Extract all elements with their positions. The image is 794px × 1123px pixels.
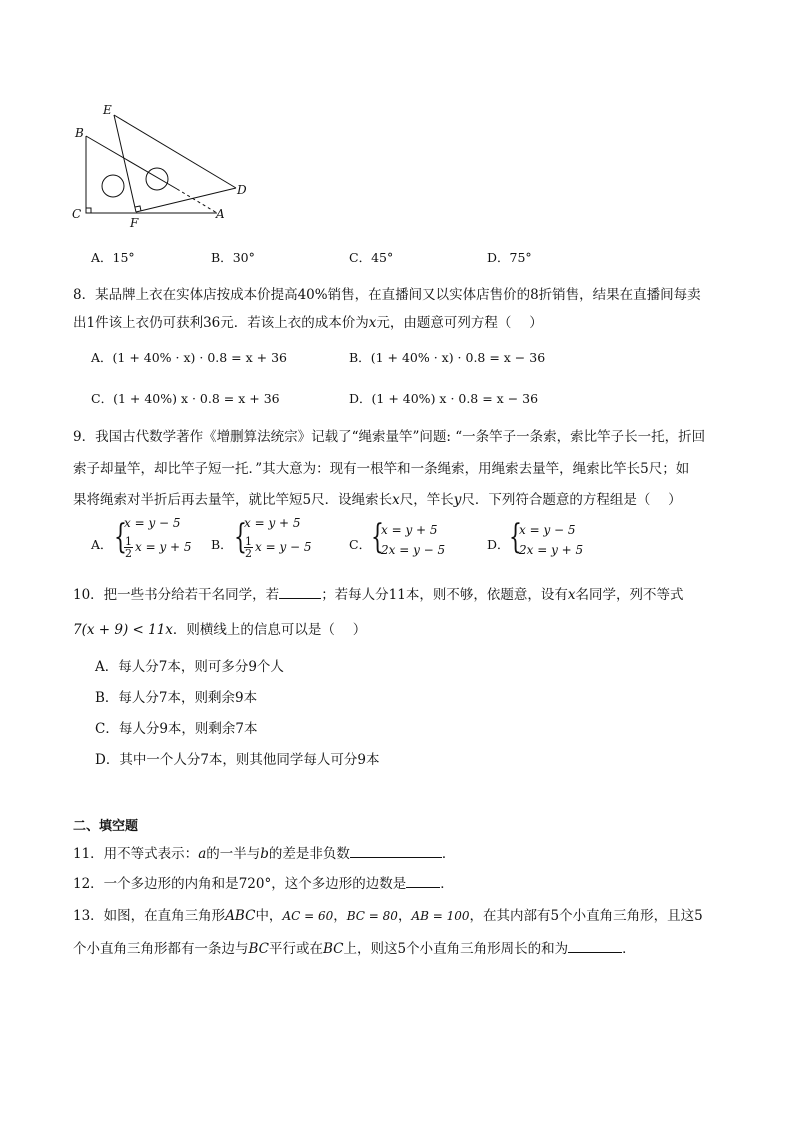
q7-option-key: C． bbox=[349, 250, 372, 265]
q10-option-text: 每人分7本，则可多分9个人 bbox=[118, 659, 284, 675]
q9-option-key: A． bbox=[91, 537, 113, 552]
q13-line2-a: 个小直角三角形都有一条边与 bbox=[73, 941, 249, 957]
q10-line2 bbox=[73, 618, 366, 638]
q11-a: 11．用不等式表示： bbox=[73, 846, 199, 862]
q8-line2-a: 出1件该上衣仍可获利36元．若该上衣的成本价为 bbox=[73, 315, 369, 331]
q9-line2: 索子却量竿，却比竿子短一托．”其大意为：现有一根竿和一条绳索，用绳索去量竿，绳索比竿长5尺；如 bbox=[73, 461, 690, 477]
q9-line3 bbox=[73, 488, 682, 508]
q13-bc: BC = 80 bbox=[346, 909, 398, 923]
q9-eq2-text: x = y + 5 bbox=[135, 540, 192, 554]
q8-option-key: A． bbox=[91, 350, 113, 365]
q9-eq2-text: x = y − 5 bbox=[255, 540, 312, 554]
q10-line1-a: 10．把一些书分给若干名同学，若 bbox=[73, 587, 280, 603]
q9-eq1: x = y − 5 bbox=[519, 523, 576, 537]
q10-var-x: x bbox=[567, 587, 576, 603]
q10-option-text: 其中一个人分7本，则其他同学每人可分9本 bbox=[119, 752, 380, 768]
label-D: D bbox=[237, 183, 247, 197]
label-C: C bbox=[72, 207, 82, 221]
q8-option-b bbox=[349, 348, 545, 366]
q8-option-text: (1 + 40%) x · 0.8 = x − 36 bbox=[371, 391, 539, 406]
q9-var-y: y bbox=[453, 492, 462, 508]
q9-line3-c: 尺．下列符合题意的方程组是（ ） bbox=[461, 492, 682, 508]
label-B: B bbox=[75, 126, 84, 140]
q7-option-key: A． bbox=[91, 250, 113, 265]
q8-option-text: (1 + 40%) x · 0.8 = x + 36 bbox=[113, 391, 280, 406]
q8-option-d bbox=[349, 389, 538, 407]
q9-eq2 bbox=[244, 536, 312, 559]
q10-option-key: B． bbox=[95, 690, 119, 706]
section-title: 二、填空题 bbox=[73, 819, 139, 834]
q11-c: 的差是非负数 bbox=[268, 846, 350, 862]
q12-b: ，这个多边形的边数是 bbox=[271, 876, 407, 892]
q10-option-b bbox=[95, 686, 257, 706]
q8-option-key: B． bbox=[349, 350, 371, 365]
frac-num: 1 bbox=[245, 535, 252, 548]
q10-line2-b: ．则横线上的信息可以是（ ） bbox=[172, 622, 367, 638]
q9-line1: 9．我国古代数学著作《增删算法统宗》记载了“绳索量竿”问题: “一条竿子一条索，索比竿子长一托，折回 bbox=[73, 429, 706, 445]
brace-icon: { bbox=[114, 517, 127, 557]
q9-eq1: x = y + 5 bbox=[244, 516, 301, 530]
q11-b: 的一半与 bbox=[206, 846, 261, 862]
brace-icon: { bbox=[234, 517, 247, 557]
q13-line1-c: ，在其内部有5个小直角三角形，且这5 bbox=[469, 908, 703, 924]
q9-option-key: C． bbox=[349, 537, 372, 552]
q13-end: ． bbox=[622, 941, 636, 957]
q10-line1 bbox=[73, 583, 684, 603]
q9-eq1: x = y + 5 bbox=[381, 523, 438, 537]
q7-option-key: B． bbox=[211, 250, 233, 265]
q8-option-a bbox=[91, 348, 287, 366]
q10-option-key: C． bbox=[95, 721, 119, 737]
q10-line1-b: ；若每人分11本，则不够，依题意，设有 bbox=[321, 587, 568, 603]
q7-option-value: 45° bbox=[371, 250, 394, 265]
q9-eq2: 2x = y − 5 bbox=[381, 543, 446, 557]
q8-option-c bbox=[91, 389, 280, 407]
q13-line1-a: 13．如图，在直角三角形 bbox=[73, 908, 226, 924]
q13-ab: AB = 100 bbox=[411, 909, 470, 923]
q10-option-key: D． bbox=[95, 752, 120, 768]
q9-option-key: B． bbox=[211, 537, 233, 552]
q10-option-c bbox=[95, 717, 258, 737]
q13-line2 bbox=[73, 937, 636, 957]
q11-var-b: b bbox=[260, 846, 269, 862]
q10-inequality: 7(x + 9) < 11x bbox=[73, 622, 173, 638]
q9-eq1: x = y − 5 bbox=[124, 516, 181, 530]
q10-option-key: A． bbox=[95, 659, 119, 675]
q10-answer-blank[interactable] bbox=[279, 584, 321, 599]
q12-a: 12．一个多边形的内角和是 bbox=[73, 876, 239, 892]
q8-line2-b: 元，由题意可列方程（ ） bbox=[376, 315, 543, 331]
q9-eq2: 2x = y + 5 bbox=[519, 543, 584, 557]
frac-num: 1 bbox=[125, 535, 132, 548]
q10-option-text: 每人分9本，则剩余7本 bbox=[118, 721, 258, 737]
q10-option-d bbox=[95, 748, 380, 768]
q8-option-key: D． bbox=[349, 391, 372, 406]
q10-option-a bbox=[95, 655, 284, 675]
q11 bbox=[73, 842, 455, 862]
frac-den: 2 bbox=[125, 547, 132, 560]
q13-answer-blank[interactable] bbox=[568, 938, 622, 953]
q13-bc-ref: BC bbox=[323, 941, 344, 957]
q9-line3-a: 果将绳索对半折后再去量竿，就比竿短5尺．设绳索长 bbox=[73, 492, 393, 508]
label-E: E bbox=[103, 103, 112, 117]
q7-option-value: 15° bbox=[112, 250, 135, 265]
q9-option-key: D． bbox=[487, 537, 510, 552]
q13-bc-ref: BC bbox=[248, 941, 270, 957]
label-F: F bbox=[130, 216, 139, 230]
q8-option-text: (1 + 40% · x) · 0.8 = x − 36 bbox=[370, 350, 546, 365]
q10-option-text: 每人分7本，则剩余9本 bbox=[118, 690, 258, 706]
q12-degree: 720° bbox=[238, 876, 272, 892]
q8-var-x: x bbox=[368, 315, 377, 331]
q7-option-key: D． bbox=[487, 250, 510, 265]
q9-eq2 bbox=[124, 536, 192, 559]
q12-end: ． bbox=[440, 876, 454, 892]
q13-ac: AC = 60 bbox=[282, 909, 334, 923]
q12 bbox=[73, 872, 454, 892]
q9-line3-b: 尺，竿长 bbox=[399, 492, 454, 508]
q8-line1: 8．某品牌上衣在实体店按成本价提高40%销售，在直播间又以实体店售价的8折销售，结果在直播间每卖 bbox=[73, 287, 701, 303]
label-A: A bbox=[216, 207, 225, 221]
q11-var-a: a bbox=[198, 846, 207, 862]
geometry-figure bbox=[70, 100, 260, 235]
q7-options bbox=[0, 248, 794, 266]
q8-line2 bbox=[73, 311, 543, 331]
q7-option-value: 75° bbox=[509, 250, 532, 265]
brace-icon: { bbox=[371, 517, 384, 557]
q13-triangle-abc: ABC bbox=[225, 908, 256, 924]
brace-icon: { bbox=[509, 517, 522, 557]
q8-option-text: (1 + 40% · x) · 0.8 = x + 36 bbox=[112, 350, 288, 365]
q13-line2-b: 平行或在 bbox=[269, 941, 324, 957]
q12-answer-blank[interactable] bbox=[406, 873, 440, 888]
q13-line1-b: 中， bbox=[255, 908, 283, 924]
q11-answer-blank[interactable] bbox=[350, 843, 442, 858]
q8-option-key: C． bbox=[91, 391, 114, 406]
q10-line1-c: 名同学，列不等式 bbox=[575, 587, 684, 603]
q13-line1: 13．如图，在直角三角形ABC中，AC = 60，BC = 80，AB = 100，在其内部有5个小直角三角形，且这5 bbox=[73, 908, 703, 924]
q13-line2-c: 上，则这5个小直角三角形周长的和为 bbox=[343, 941, 569, 957]
q9-var-x: x bbox=[392, 492, 400, 508]
q7-option-value: 30° bbox=[232, 250, 255, 265]
q11-end: ． bbox=[441, 846, 456, 862]
frac-den: 2 bbox=[245, 547, 252, 560]
